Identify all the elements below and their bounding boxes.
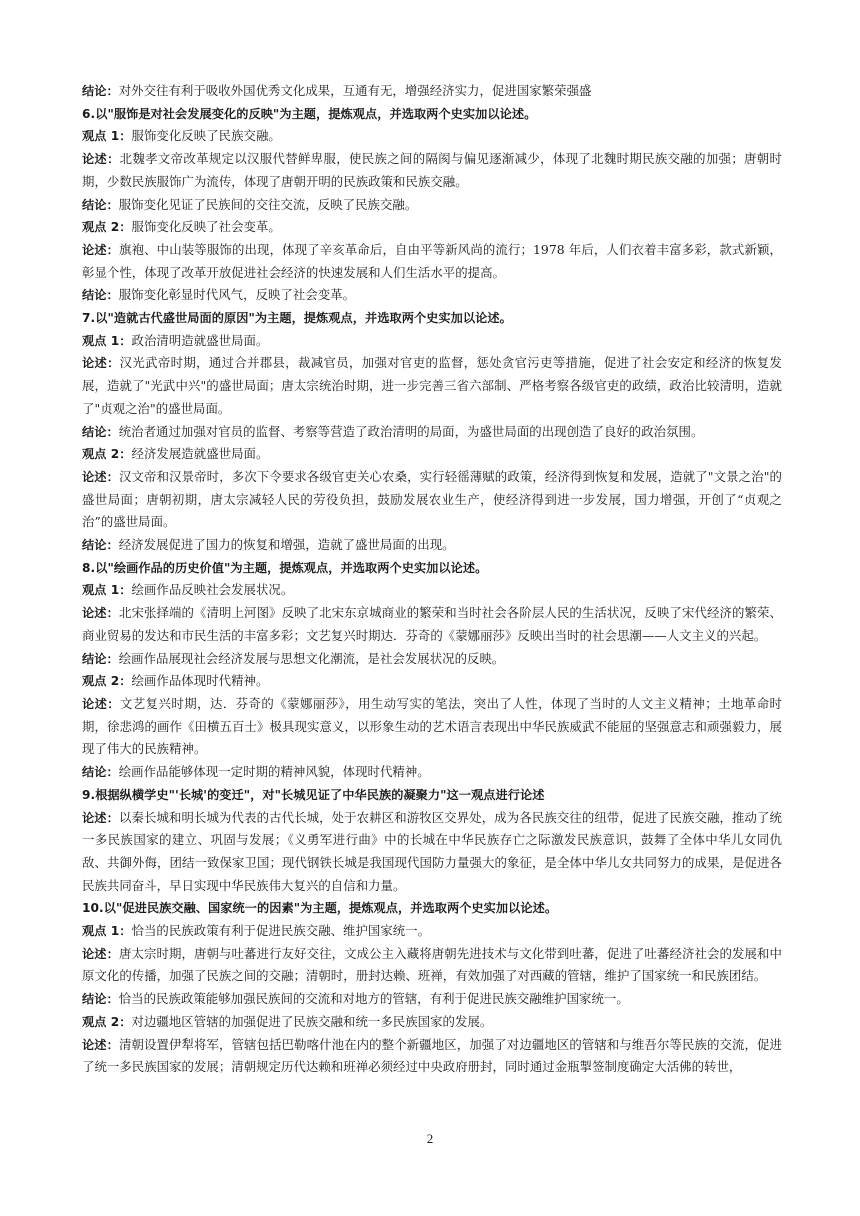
paragraph-text: 服饰变化反映了民族交融。 <box>131 128 281 144</box>
answer-paragraph <box>82 330 782 353</box>
paragraph-text: 唐太宗时期，唐朝与吐蕃进行友好交往，文成公主入藏将唐朝先进技术与文化带到吐蕃，促进了吐蕃经济社会的发展和中原文化的传播，加强了民族之间的交融；清朝时，册封达赖、班禅，有效加强了对西藏的管辖，维护了国家统一和民族团结。 <box>82 945 782 984</box>
answer-paragraph <box>82 920 782 943</box>
answer-paragraph <box>82 466 782 534</box>
answer-paragraph <box>82 1011 782 1034</box>
paragraph-label: 观点 1： <box>82 583 132 598</box>
answer-paragraph <box>82 148 782 193</box>
paragraph-text: 以秦长城和明长城为代表的古代长城，处于农耕区和游牧区交界处，成为各民族交往的纽带，促进了民族交融，推动了统一多民族国家的建立、巩固与发展；《义勇军进行曲》中的长城在中华民族存亡之际激发民族意识，鼓舞了全体中华儿女同仇敌、共御外侮，团结一致保家卫国；现代钢铁长城是我国现代国防力量强大的象征，是全体中华儿女共同努力的成果，是促进各民族共同奋斗，早日实现中华民族伟大复兴的自信和力量。 <box>82 809 782 893</box>
answer-paragraph <box>82 125 782 148</box>
answer-paragraph <box>82 80 782 103</box>
paragraph-text: 绘画作品体现时代精神。 <box>131 673 269 689</box>
question-heading <box>82 307 782 330</box>
answer-paragraph <box>82 579 782 602</box>
paragraph-text: 对外交往有利于吸收外国优秀文化成果，互通有无，增强经济实力，促进国家繁荣强盛 <box>118 83 592 98</box>
question-heading <box>82 557 782 580</box>
paragraph-label: 观点 1： <box>82 129 132 144</box>
question-text: 10.以"促进民族交融、国家统一的因素"为主题，提炼观点，并选取两个史实加以论述。 <box>82 901 558 916</box>
paragraph-label: 结论： <box>82 424 119 439</box>
paragraph-label: 结论： <box>82 765 119 780</box>
answer-paragraph <box>82 284 782 307</box>
paragraph-label: 结论： <box>82 197 119 212</box>
paragraph-text: 恰当的民族政策有利于促进民族交融、维护国家统一。 <box>131 923 431 939</box>
answer-paragraph <box>82 761 782 784</box>
answer-paragraph <box>82 239 782 284</box>
answer-paragraph <box>82 602 782 647</box>
paragraph-text: 文艺复兴时期，达．芬奇的《蒙娜丽莎》，用生动写实的笔法，突出了人性，体现了当时的人文主义精神；土地革命时期，徐悲鸿的画作《田横五百士》极具现实意义，以形象生动的艺术语言表现出中华民族威武不能屈的坚强意志和顽强毅力，展现了伟大的民族精神。 <box>82 695 782 757</box>
paragraph-label: 论述： <box>82 810 119 825</box>
answer-paragraph <box>82 648 782 671</box>
answer-paragraph <box>82 534 782 557</box>
paragraph-text: 服饰变化彰显时代风气，反映了社会变革。 <box>118 287 356 303</box>
question-heading <box>82 897 782 920</box>
page-number: 2 <box>426 1131 434 1146</box>
paragraph-text: 绘画作品反映社会发展状况。 <box>131 582 294 598</box>
paragraph-text: 旗袍、中山装等服饰的出现，体现了辛亥革命后，自由平等新风尚的流行；1978 年后，人们衣着丰富多彩，款式新颖，彰显个性，体现了改革开放促进社会经济的快速发展和人们生活水平的提高。 <box>82 241 782 280</box>
paragraph-label: 论述： <box>82 356 120 371</box>
answer-paragraph <box>82 352 782 420</box>
paragraph-text: 服饰变化见证了民族间的交往交流，反映了民族交融。 <box>118 196 418 212</box>
paragraph-text: 汉文帝和汉景帝时，多次下令要求各级官吏关心农桑，实行轻徭薄赋的政策，经济得到恢复和发展，造就了"文景之治"的盛世局面；唐朝初期，唐太宗减轻人民的劳役负担，鼓励发展农业生产，使经济得到进一步发展，国力增强，开创了“贞观之治”的盛世局面。 <box>82 468 782 530</box>
paragraph-label: 结论： <box>82 288 119 303</box>
paragraph-label: 结论： <box>82 992 119 1007</box>
paragraph-label: 论述： <box>82 606 119 621</box>
answer-paragraph <box>82 421 782 444</box>
paragraph-text: 对边疆地区管辖的加强促进了民族交融和统一多民族国家的发展。 <box>131 1013 493 1029</box>
question-heading <box>82 784 782 807</box>
paragraph-text: 绘画作品展现社会经济发展与思想文化潮流，是社会发展状况的反映。 <box>118 650 505 666</box>
answer-paragraph <box>82 988 782 1011</box>
question-text: 9.根据纵横学史"'长城'的变迁"，对"长城见证了中华民族的凝聚力"这一观点进行论述 <box>82 787 545 802</box>
answer-paragraph <box>82 943 782 988</box>
paragraph-text: 恰当的民族政策能够加强民族间的交流和对地方的管辖，有利于促进民族交融维护国家统一。 <box>118 991 629 1007</box>
paragraph-text: 经济发展促进了国力的恢复和增强，造就了盛世局面的出现。 <box>118 537 455 553</box>
answer-paragraph <box>82 194 782 217</box>
paragraph-label: 论述： <box>82 1037 119 1052</box>
paragraph-label: 论述： <box>82 152 120 167</box>
answer-paragraph <box>82 670 782 693</box>
paragraph-label: 结论： <box>82 651 119 666</box>
paragraph-text: 政治清明造就盛世局面。 <box>131 332 269 348</box>
paragraph-label: 观点 1： <box>82 333 132 348</box>
paragraph-text: 经济发展造就盛世局面。 <box>131 446 269 462</box>
paragraph-text: 北宋张择端的《清明上河图》反映了北宋东京城商业的繁荣和当时社会各阶层人民的生活状况，反映了宋代经济的繁荣、商业贸易的发达和市民生活的丰富多彩；文艺复兴时期达．芬奇的《蒙娜丽莎》反映出当时的社会思潮——人文主义的兴起。 <box>82 605 782 643</box>
answer-paragraph <box>82 443 782 466</box>
paragraph-label: 论述： <box>82 242 120 257</box>
paragraph-text: 北魏孝文帝改革规定以汉服代替鲜卑服，使民族之间的隔阂与偏见逐渐减少，体现了北魏时期民族交融的加强；唐朝时期，少数民族服饰广为流传，体现了唐朝开明的民族政策和民族交融。 <box>82 151 782 189</box>
paragraph-label: 观点 2： <box>82 1014 132 1029</box>
question-heading <box>82 103 782 126</box>
paragraph-text: 汉光武帝时期，通过合并郡县，裁减官员，加强对官吏的监督，惩处贪官污吏等措施，促进了社会安定和经济的恢复发展，造就了"光武中兴"的盛世局面；唐太宗统治时期，进一步完善三省六部制、严格考察各级官吏的政绩，政治比较清明，造就了"贞观之治"的盛世局面。 <box>82 355 782 416</box>
answer-paragraph <box>82 807 782 898</box>
paragraph-label: 观点 1： <box>82 924 132 939</box>
paragraph-label: 观点 2： <box>82 674 132 689</box>
paragraph-text: 清朝设置伊犁将军，管辖包括巴勒喀什池在内的整个新疆地区，加强了对边疆地区的管辖和与维吾尔等民族的交流，促进了统一多民族国家的发展；清朝规定历代达赖和班禅必须经过中央政府册封，同时通过金瓶掣签制度确定大活佛的转世， <box>82 1036 782 1075</box>
answer-paragraph <box>82 693 782 761</box>
paragraph-label: 结论： <box>82 538 119 553</box>
paragraph-text: 服饰变化反映了社会变革。 <box>131 219 281 235</box>
answer-paragraph <box>82 1034 782 1079</box>
paragraph-label: 结论： <box>82 84 119 98</box>
paragraph-label: 论述： <box>82 469 119 484</box>
answer-paragraph <box>82 216 782 239</box>
question-text: 8.以"绘画作品的历史价值"为主题，提炼观点，并选取两个史实加以论述。 <box>82 560 488 575</box>
question-text: 6.以"服饰是对社会发展变化的反映"为主题，提炼观点，并选取两个史实加以论述。 <box>82 106 537 121</box>
document-body <box>82 80 782 1079</box>
paragraph-text: 绘画作品能够体现一定时期的精神风貌，体现时代精神。 <box>118 764 430 780</box>
paragraph-label: 观点 2： <box>82 447 132 462</box>
paragraph-label: 论述： <box>82 696 120 711</box>
paragraph-label: 观点 2： <box>82 220 132 235</box>
question-text: 7.以"造就古代盛世局面的原因"为主题，提炼观点，并选取两个史实加以论述。 <box>82 311 512 326</box>
paragraph-text: 统治者通过加强对官员的监督、考察等营造了政治清明的局面，为盛世局面的出现创造了良好的政治氛围。 <box>118 423 704 439</box>
paragraph-label: 论述： <box>82 946 119 961</box>
